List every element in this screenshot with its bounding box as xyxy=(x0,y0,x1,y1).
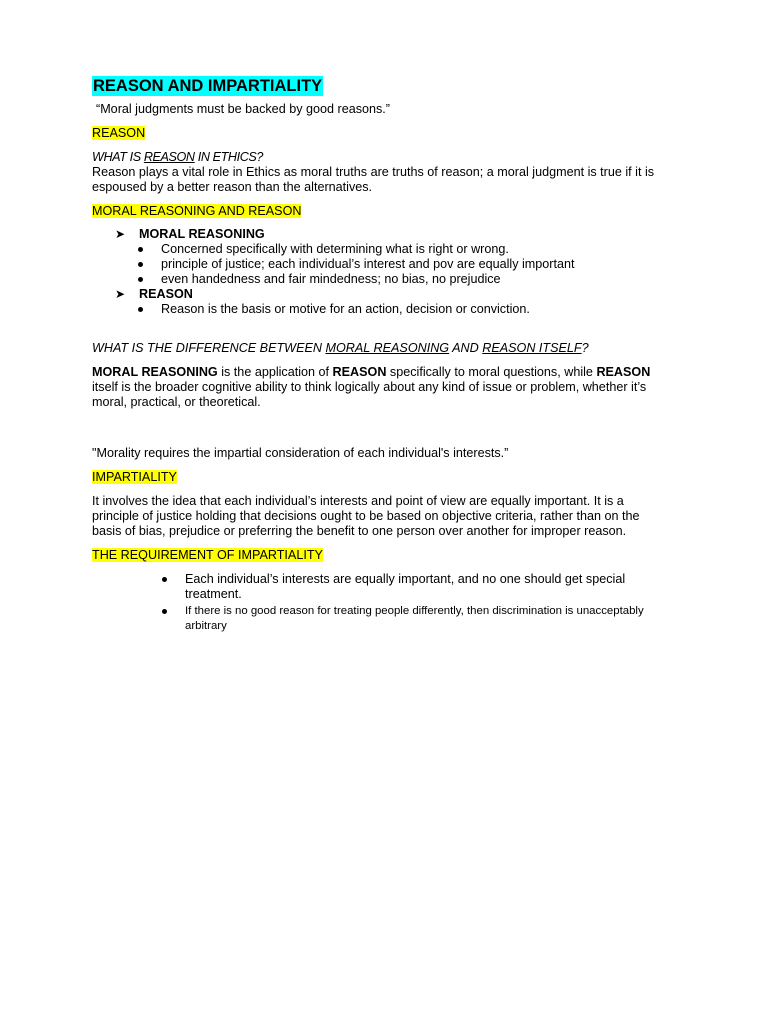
question-term-2: REASON ITSELF xyxy=(482,341,582,355)
outline-item-reason xyxy=(115,287,672,317)
list-item xyxy=(185,604,672,633)
list-item-text: Concerned specifically with determining what is right or wrong. xyxy=(161,242,509,256)
list-item xyxy=(161,242,672,257)
difference-answer xyxy=(92,365,672,410)
list-item-text: even handedness and fair mindedness; no bias, no prejudice xyxy=(161,272,501,286)
impartiality-quote: "Morality requires the impartial consideration of each individual's interests.” xyxy=(92,446,509,460)
what-is-reason-question xyxy=(92,150,672,165)
outline-label: REASON xyxy=(139,287,193,301)
round-bullet-icon xyxy=(162,577,167,582)
question-term: REASON xyxy=(143,150,195,164)
answer-term: REASON xyxy=(332,365,387,379)
impartiality-heading-text: IMPARTIALITY xyxy=(92,470,177,484)
round-bullet-icon xyxy=(138,262,143,267)
section-heading-requirement xyxy=(92,548,672,563)
list-item xyxy=(161,302,672,317)
list-item-text: Each individual’s interests are equally important, and no one should get special treatment. xyxy=(185,572,626,601)
reason-heading-text: REASON xyxy=(92,126,146,140)
question-connector: AND xyxy=(449,341,483,355)
answer-term: REASON xyxy=(596,365,651,379)
outline-list xyxy=(92,227,672,317)
question-suffix: ? xyxy=(581,341,589,355)
arrowhead-bullet-icon: ➤ xyxy=(115,227,126,241)
list-item xyxy=(161,257,672,272)
round-bullet-icon xyxy=(138,277,143,282)
section-heading-impartiality xyxy=(92,470,672,485)
answer-text: is the application of xyxy=(217,365,333,379)
document-page xyxy=(92,76,672,633)
section-heading-reason xyxy=(92,126,672,141)
list-item xyxy=(185,572,672,602)
impartiality-paragraph: It involves the idea that each individual’s interests and point of view are equally important. It is a principle of justice holding that decisions ought to be based on objective criteria, rather than on the basis of bias, prejudice or preferring the benefit to one person over another for improper reason. xyxy=(92,494,640,538)
list-item-text: Reason is the basis or motive for an action, decision or conviction. xyxy=(161,302,530,316)
answer-text: itself is the broader cognitive ability to think logically about any kind of issue or problem, whether it’s moral, practical, or theoretical. xyxy=(92,380,647,409)
difference-question xyxy=(92,341,672,356)
section-heading-moral-reasoning xyxy=(92,204,672,219)
list-item-text: If there is no good reason for treating people differently, then discrimination is unacceptably arbitrary xyxy=(185,605,644,632)
moral-reasoning-points xyxy=(115,242,672,287)
round-bullet-icon xyxy=(138,247,143,252)
round-bullet-icon xyxy=(162,609,167,614)
outline-label: MORAL REASONING xyxy=(139,227,265,241)
outline-item-moral-reasoning xyxy=(115,227,672,287)
reason-points xyxy=(115,302,672,317)
question-suffix: IN ETHICS? xyxy=(194,150,264,164)
requirement-list xyxy=(92,572,672,633)
round-bullet-icon xyxy=(138,307,143,312)
list-item-text: principle of justice; each individual’s interest and pov are equally important xyxy=(161,257,575,271)
question-term-1: MORAL REASONING xyxy=(325,341,450,355)
list-item xyxy=(161,272,672,287)
question-prefix: WHAT IS xyxy=(92,150,144,164)
reason-quote: “Moral judgments must be backed by good reasons.” xyxy=(96,102,391,116)
document-title: REASON AND IMPARTIALITY xyxy=(93,77,323,95)
moral-reasoning-heading-text: MORAL REASONING AND REASON xyxy=(92,204,302,218)
question-prefix: WHAT IS THE DIFFERENCE BETWEEN xyxy=(92,341,326,355)
reason-paragraph: Reason plays a vital role in Ethics as moral truths are truths of reason; a moral judgment is true if it is espoused by a better reason than the alternatives. xyxy=(92,165,655,194)
arrowhead-bullet-icon: ➤ xyxy=(115,287,126,301)
answer-term: MORAL REASONING xyxy=(92,365,218,379)
requirement-heading-text: THE REQUIREMENT OF IMPARTIALITY xyxy=(92,548,323,562)
answer-text: specifically to moral questions, while xyxy=(386,365,597,379)
